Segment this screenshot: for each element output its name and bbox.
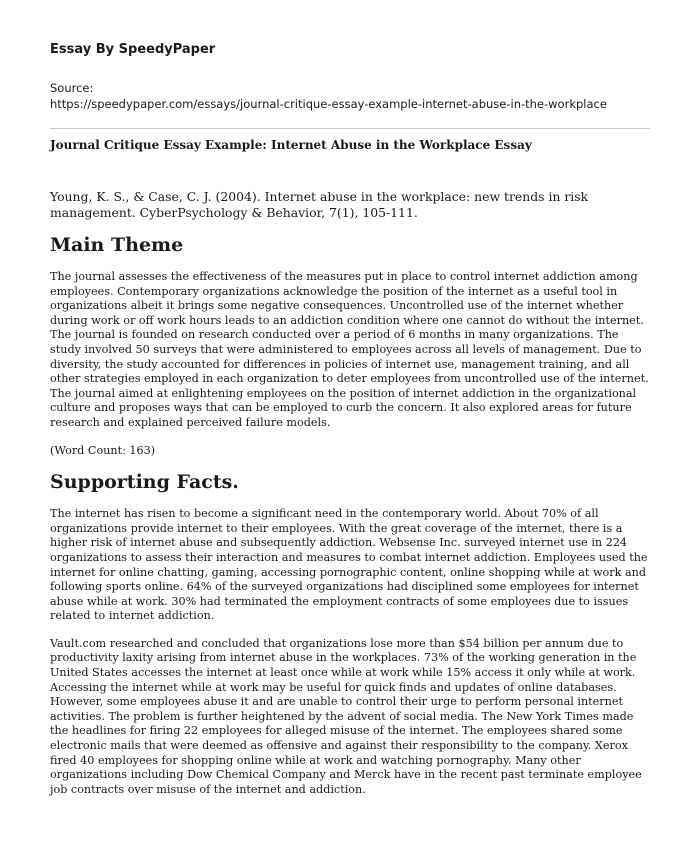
essay-title: Journal Critique Essay Example: Internet Abuse in the Workplace Essay <box>50 138 532 152</box>
header-divider <box>50 128 650 129</box>
document-page <box>50 42 650 810</box>
paragraph: The internet has risen to become a significant need in the contemporary world. About 70% of all organizations provide internet to their employees. With the great coverage of the internet, there is a higher risk of internet abuse and subsequently addiction. Websense Inc. surveyed internet use in 224 organizations to assess their interaction and measures to combat internet addiction. Employees used the internet for online chatting, gaming, accessing pornographic content, online shopping while at work and following sports online. 64% of the surveyed organizations had disciplined some employees for internet abuse while at work. 30% had terminated the employment contracts of some employees due to issues related to internet addiction. <box>50 507 648 623</box>
word-count: (Word Count: 163) <box>50 443 156 457</box>
source-url[interactable]: https://speedypaper.com/essays/journal-critique-essay-example-internet-abuse-in-the-workplace <box>50 97 607 111</box>
source-label: Source: <box>50 81 94 95</box>
paragraph: Vault.com researched and concluded that organizations lose more than $54 billion per annum due to productivity laxity arising from internet abuse in the workplaces. 73% of the working generation in the United States accesses the internet at least once while at work while 15% access it only while at work. Accessing the internet while at work may be useful for quick finds and updates of online databases. However, some employees abuse it and are unable to control their urge to perform personal internet activities. The problem is further heightened by the advent of social media. The New York Times made the headlines for firing 22 employees for alleged misuse of the internet. The employees shared some electronic mails that were deemed as offensive and against their responsibility to the company. Xerox fired 40 employees for shopping online while at work and watching pornography. Many other organizations including Dow Chemical Company and Merck have in the recent past terminate employee job contracts over misuse of the internet and addiction. <box>50 636 642 796</box>
brand-title: Essay By SpeedyPaper <box>50 42 216 57</box>
section-heading-main-theme: Main Theme <box>50 234 184 256</box>
citation: Young, K. S., & Case, C. J. (2004). Internet abuse in the workplace: new trends in risk management. CyberPsychology & Behavior, 7(1), 105-111. <box>50 189 589 220</box>
section-heading-supporting-facts: Supporting Facts. <box>50 471 239 494</box>
paragraph: The journal assesses the effectiveness of the measures put in place to control internet addiction among employees. Contemporary organizations acknowledge the position of the internet as a useful tool in organizations albeit it brings some negative consequences. Uncontrolled use of the internet whether during work or off work hours leads to an addiction condition where one cannot do without the internet. The journal is founded on research conducted over a period of 6 months in many organizations. The study involved 50 surveys that were administered to employees across all levels of management. Due to diversity, the study accounted for differences in policies of internet use, management training, and all other strategies employed in each organization to deter employees from uncontrolled use of the internet. The journal aimed at enlightening employees on the position of internet addiction in the organizational culture and proposes ways that can be employed to curb the concern. It also explored areas for future research and explained perceived failure models. <box>50 270 649 429</box>
